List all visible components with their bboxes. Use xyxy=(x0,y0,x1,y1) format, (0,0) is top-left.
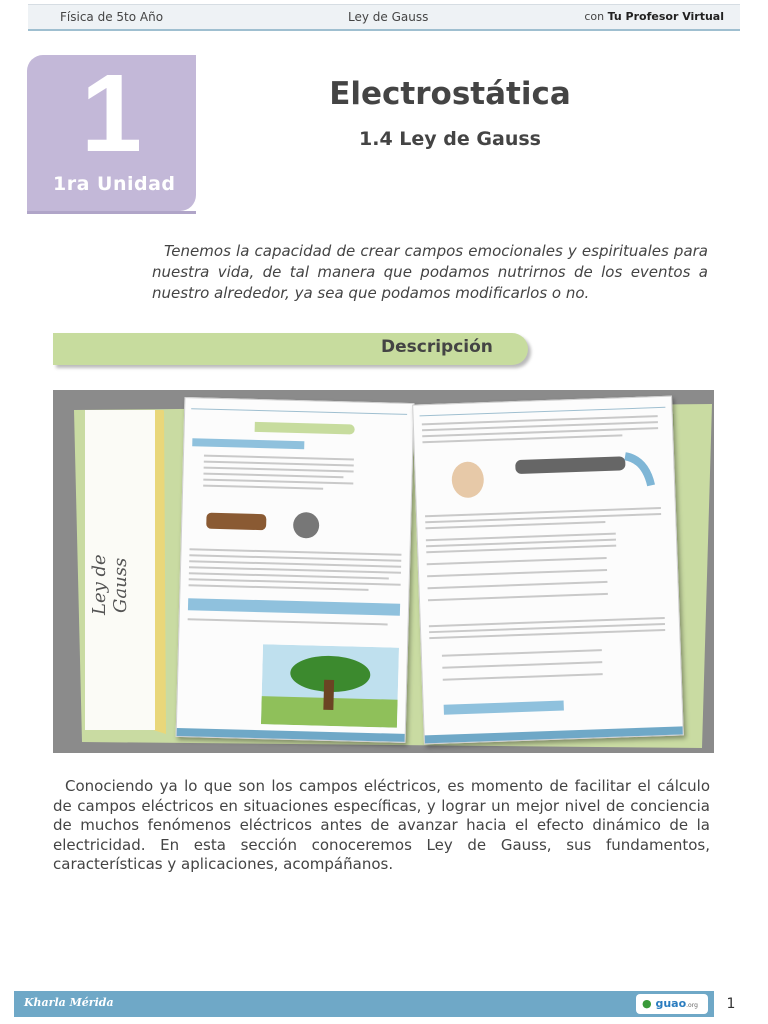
folder-tab xyxy=(85,410,163,730)
doc-text-line xyxy=(204,461,354,467)
section-label: Descripción xyxy=(381,337,493,357)
header-topic: Ley de Gauss xyxy=(348,10,429,24)
doc-formula-box xyxy=(444,701,564,715)
doc-text-line xyxy=(442,649,602,657)
doc-text-line xyxy=(428,581,608,589)
page-number: 1 xyxy=(714,991,748,1017)
doc-figures xyxy=(206,507,357,551)
unit-badge xyxy=(27,52,196,211)
badge-shadow xyxy=(27,211,196,214)
author-name: Kharla Mérida xyxy=(24,996,114,1009)
doc-text-line xyxy=(189,584,369,591)
doc-diagram xyxy=(445,445,657,502)
page-footer xyxy=(14,991,748,1017)
brand-name: Tu Profesor Virtual xyxy=(607,10,724,23)
doc-section-bar xyxy=(255,422,355,435)
intro-quote: Tenemos la capacidad de crear campos emocionales y espirituales para nuestra vida, de tal manera que podamos nutrirnos de los eventos a nuestro alrededor, ya sea que podamos modificarlos o no. xyxy=(152,242,708,302)
brand-prefix: con xyxy=(584,10,605,23)
page-subtitle: 1.4 Ley de Gauss xyxy=(359,128,541,150)
doc-text-line xyxy=(203,485,323,490)
doc-text-line xyxy=(204,467,354,473)
doc-text-line xyxy=(443,673,603,681)
document-page-right xyxy=(412,396,684,745)
doc-text-line xyxy=(427,557,607,565)
document-page-left xyxy=(176,397,415,743)
doc-text-line xyxy=(188,618,388,625)
doc-text-line xyxy=(428,593,608,601)
doc-tree-image xyxy=(261,644,399,728)
logo-icon: ● xyxy=(642,997,652,1010)
body-paragraph: Conociendo ya lo que son los campos eléctricos, es momento de facilitar el cálculo de campos eléctricos en situaciones específicas, y lograr un mejor nivel de conciencia de muchos fenómenos eléctricos antes de avanzar hacia el efecto dinámico de la electricidad. En esta sección conoceremos Ley de Gauss, sus fundamentos, características y aplicaciones, acompáñanos. xyxy=(53,777,710,874)
doc-heading xyxy=(192,438,304,449)
doc-text-line xyxy=(203,479,353,485)
doc-note-box xyxy=(188,598,400,616)
folder-label: Ley de Gauss xyxy=(89,554,131,616)
guao-logo[interactable] xyxy=(636,994,708,1014)
brand xyxy=(584,10,724,23)
doc-header xyxy=(419,401,665,417)
section-bar-descripcion xyxy=(53,333,528,365)
logo-suffix: .org xyxy=(686,1002,698,1009)
page-title: Electrostática xyxy=(329,76,571,112)
page-header xyxy=(28,4,740,31)
doc-text-line xyxy=(442,661,602,669)
course-name: Física de 5to Año xyxy=(60,10,164,24)
unit-number: 1 xyxy=(80,52,143,175)
doc-header xyxy=(191,402,407,415)
unit-label: 1ra Unidad xyxy=(53,173,176,195)
logo-text: guao xyxy=(655,997,687,1010)
doc-text-line xyxy=(203,473,343,479)
doc-text-line xyxy=(427,569,607,577)
doc-text-line xyxy=(204,455,354,461)
